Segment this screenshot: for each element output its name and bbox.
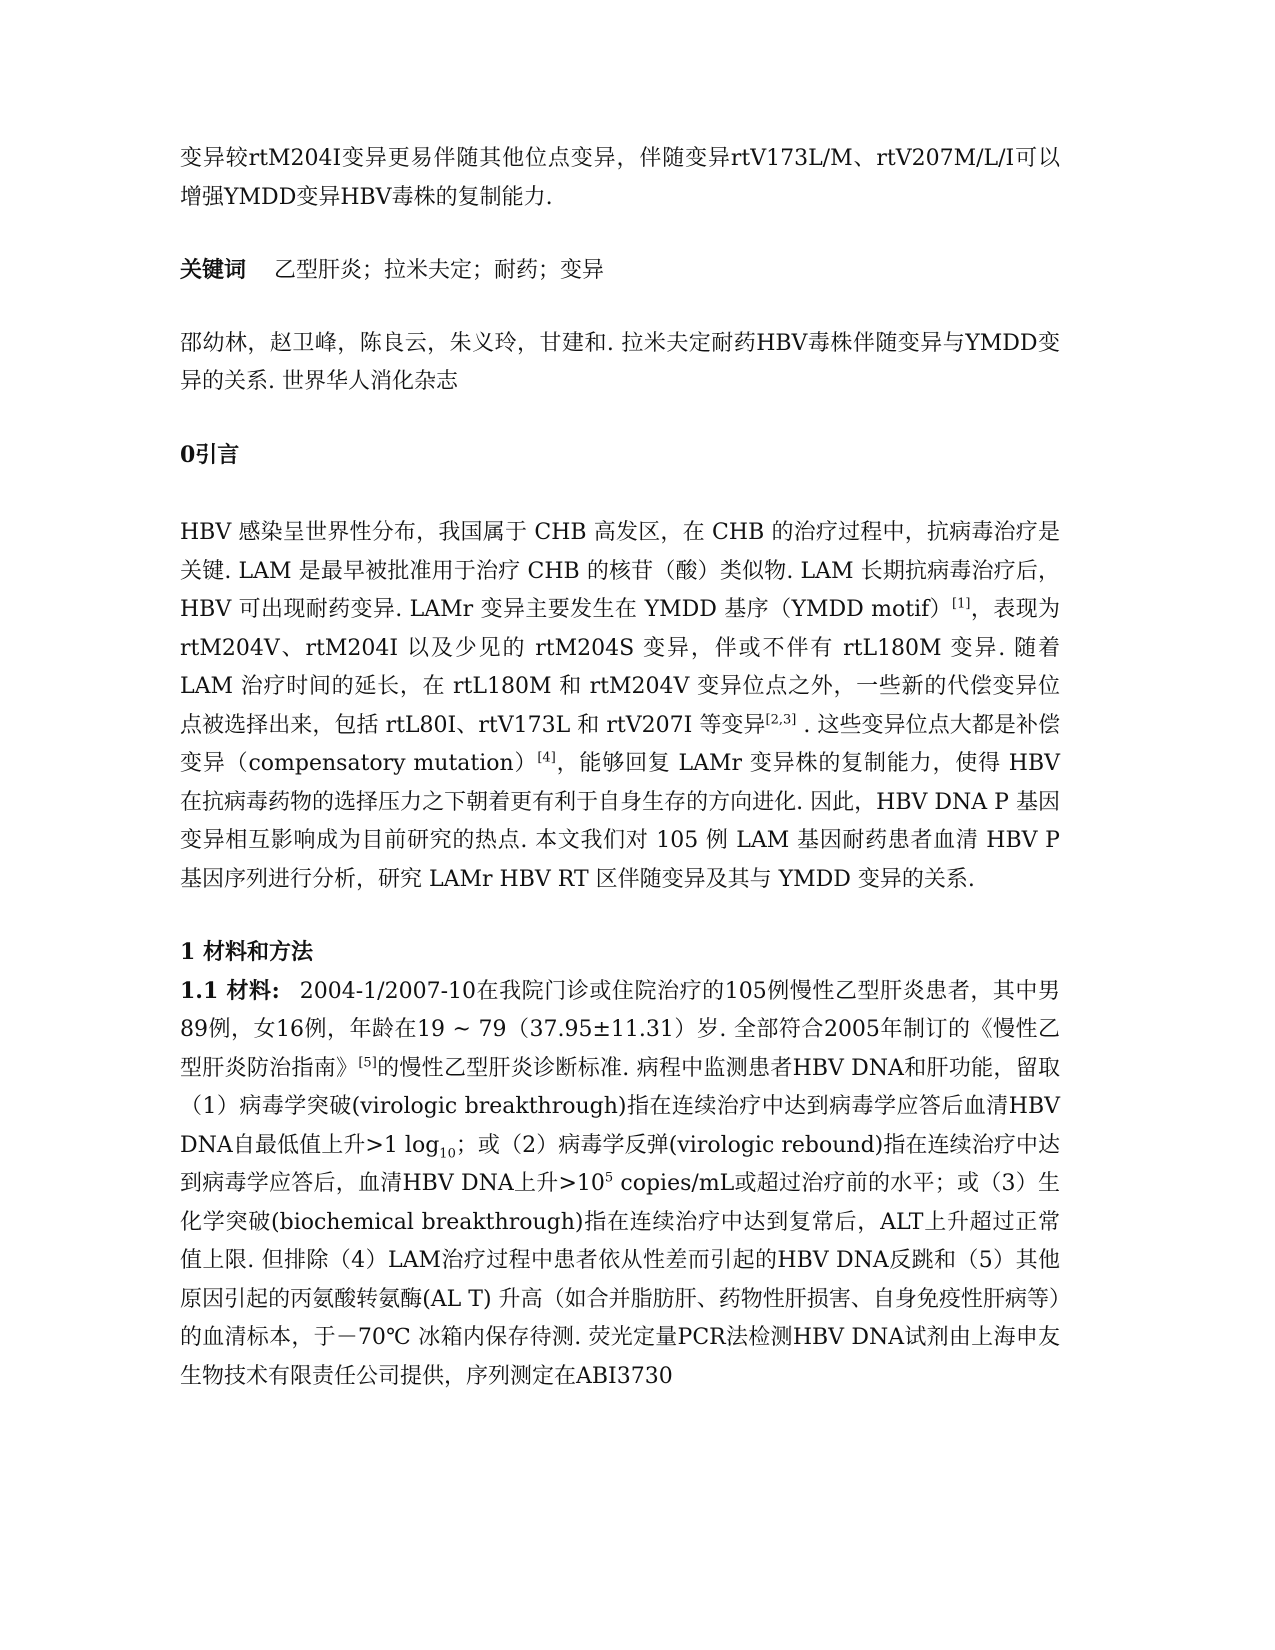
section-0-heading: 0引言 bbox=[180, 441, 240, 468]
citation: 邵幼林，赵卫峰，陈良云，朱义玲，甘建和. 拉米夫定耐药HBV毒株伴随变异与YMDD变异的关系. 世界华人消化杂志 bbox=[180, 330, 1060, 394]
abstract-tail: 变异较rtM204I变异更易伴随其他位点变异，伴随变异rtV173L/M、rtV207M/L/I可以增强YMDD变异HBV毒株的复制能力. bbox=[180, 146, 1060, 210]
materials-text-2: 的慢性乙型肝炎诊断标准. 病程中监测患者HBV DNA和肝功能，留取（1）病毒学突破(virologic breakthrough)指在连续治疗中达到病毒学应答后血清HBV DNA自最低值上升>1 log bbox=[180, 1055, 1060, 1158]
intro-text-b: ，表现为 rtM204V、rtM204I 以及少见的 rtM204S 变异，伴或不伴有 rtL180M 变异. 随着 LAM 治疗时间的延长，在 rtL180M 和 rtM204V 变异位点之外，一些新的代偿变异位点被选择出来，包括 rtL80I、rtV173L 和 rtV207I 等变异 bbox=[180, 597, 1060, 738]
intro-text-a: HBV 感染呈世界性分布，我国属于 CHB 高发区，在 CHB 的治疗过程中，抗病毒治疗是关键. LAM 是最早被批准用于治疗 CHB 的核苷（酸）类似物. LAM 长期抗病毒治疗后，HBV 可出现耐药变异. LAMr 变异主要发生在 YMDD 基序（YMDD motif） bbox=[180, 520, 1060, 622]
materials-paragraph bbox=[180, 972, 1060, 1397]
ref-1: [1] bbox=[952, 596, 971, 612]
materials-text-3: ；或（2）病毒学反弹(virologic rebound)指在连续治疗中达到病毒学应答后，血清HBV DNA上升>10 bbox=[180, 1132, 1060, 1196]
subsection-1-1-label: 1.1 材料: bbox=[180, 977, 280, 1004]
intro-text-c: . 这些变异位点大都是补偿变异（compensatory mutation） bbox=[180, 712, 1060, 776]
keywords-label: 关键词 bbox=[180, 257, 247, 283]
intro-text-d: ，能够回复 LAMr 变异株的复制能力，使得 HBV 在抗病毒药物的选择压力之下朝着更有利于自身生存的方向进化. 因此，HBV DNA P 基因变异相互影响成为目前研究的热点. 本文我们对 105 例 LAM 基因耐药患者血清 HBV P 基因序列进行分析，研究 LAMr HBV RT 区伴随变异及其与 YMDD 变异的关系. bbox=[180, 751, 1060, 892]
power-superscript: 5 bbox=[604, 1170, 614, 1186]
log-subscript: 10 bbox=[439, 1145, 456, 1161]
keywords-text: 乙型肝炎；拉米夫定；耐药；变异 bbox=[274, 258, 605, 283]
ref-2-3: [2,3] bbox=[765, 712, 797, 728]
intro-paragraph bbox=[180, 514, 1060, 899]
keywords bbox=[180, 251, 1060, 291]
section-1-heading: 1 材料和方法 bbox=[180, 939, 313, 965]
materials-text-4: copies/mL或超过治疗前的水平；或（3）生化学突破(biochemical breakthrough)指在连续治疗中达到复常后，ALT上升超过正常值上限. 但排除（4）LAM治疗过程中患者依从性差而引起的HBV DNA反跳和（5）其他原因引起的丙氨酸转氨酶(AL T) 升高（如合并脂肪肝、药物性肝损害、自身免疫性肝病等）的血清标本，于－70℃ 冰箱内保存待测. 荧光定量PCR法检测HBV DNA试剂由上海申友生物技术有限责任公司提供，序列测定在ABI3730 bbox=[180, 1171, 1060, 1389]
page-body bbox=[180, 140, 1060, 1396]
ref-4: [4] bbox=[537, 750, 556, 766]
materials-text-1: 2004-1/2007-10在我院门诊或住院治疗的105例慢性乙型肝炎患者，其中男89例，女16例，年龄在19 ~ 79（37.95±11.31）岁. 全部符合2005年制订的《慢性乙型肝炎防治指南》 bbox=[180, 978, 1060, 1081]
ref-5: [5] bbox=[358, 1055, 377, 1071]
